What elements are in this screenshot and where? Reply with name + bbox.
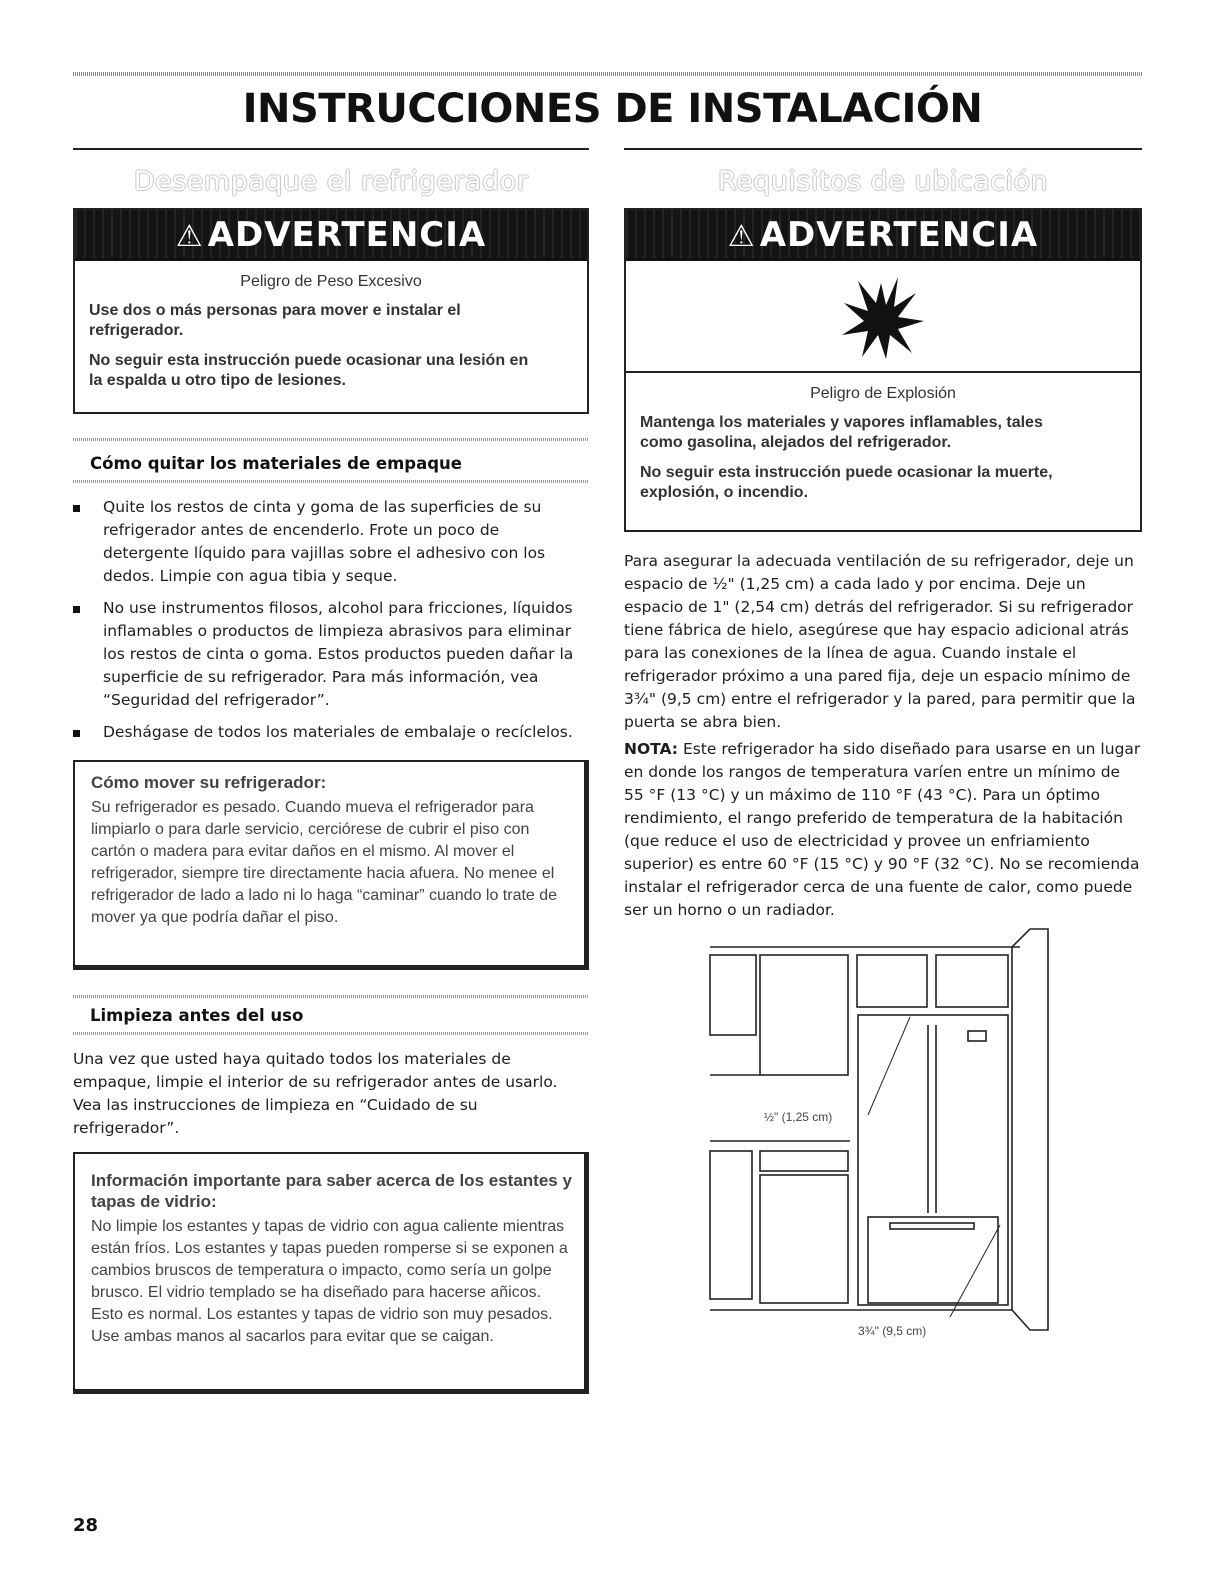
bullet-icon [73, 505, 80, 512]
moving-info-text: Su refrigerador es pesado. Cuando mueva el refrigerador para limpiarlo o para darle servicio, cerciórese de cubrir el piso con cartón o madera para evitar daños en el mismo. Al mover el refrigerador, siempre tire directamente hacia afuera. No menee el refrigerador de lado a lado ni lo haga “caminar” cuando lo trate de mover ya que podría dañar el piso. [91, 799, 558, 926]
remove-materials-heading: Cómo quitar los materiales de empaque [90, 454, 462, 473]
weight-warning-box [73, 208, 589, 414]
warning-banner-label: ADVERTENCIA [759, 215, 1039, 255]
warning-consequence: No seguir esta instrucción puede ocasionar una lesión en la espalda u otro tipo de lesiones. [89, 352, 529, 389]
warning-triangle-icon: ⚠ [175, 219, 204, 254]
sub-rule [73, 995, 589, 998]
warning-banner-label: ADVERTENCIA [207, 215, 487, 255]
list-item: Deshágase de todos los materiales de embalaje o recíclelos. [73, 721, 589, 744]
right-section-title: Requisitos de ubicación [717, 166, 1049, 197]
sub-rule [73, 480, 589, 483]
page-number: 28 [73, 1515, 99, 1536]
list-item: Quite los restos de cinta y goma de las superficies de su refrigerador antes de encenderlo. Frote un poco de detergente líquido para vajillas sobre el adhesivo con los dedos. Limpie con agua tibia y seque. [73, 496, 589, 588]
cleaning-text: Una vez que usted haya quitado todos los materiales de empaque, limpie el interior de su refrigerador antes de usarlo. Vea las instrucciones de limpieza en “Cuidado de su refrigerador”. [73, 1050, 558, 1137]
explosion-icon [836, 273, 926, 363]
sub-rule [73, 1032, 589, 1035]
cabinet-over-fridge-2 [936, 955, 1008, 1007]
drawer-handle [890, 1223, 974, 1229]
note-label: NOTA: [624, 740, 679, 758]
cabinet-left-upper [710, 955, 756, 1035]
warning-consequence: No seguir esta instrucción puede ocasionar la muerte, explosión, o incendio. [640, 464, 1053, 501]
glass-info-box [73, 1152, 589, 1394]
half-inch-clearance-label: ½" (1,25 cm) [764, 1110, 833, 1124]
wall-panel [1012, 929, 1048, 1330]
refrigerator-body [858, 1015, 1008, 1305]
dispenser-icon [968, 1031, 986, 1041]
remove-materials-list [73, 496, 589, 753]
location-paragraph: Para asegurar la adecuada ventilación de su refrigerador, deje un espacio de ½" (1,25 cm) a cada lado y por encima. Deje un espacio de 1" (2,54 cm) detrás del refrigerador. Si su refrigerador tiene fábrica de hielo, asegúrese que hay espacio adicional atrás para las conexiones de la línea de agua. Cuando instale el refrigerador próximo a una pared fija, deje un espacio mínimo de 3¾" (9,5 cm) entre el refrigerador y la pared, para permitir que la puerta se abra bien. [624, 552, 1136, 731]
warning-instruction: Use dos o más personas para mover e instalar el refrigerador. [89, 302, 461, 339]
moving-info-title: Cómo mover su refrigerador: [91, 773, 327, 792]
list-item: No use instrumentos filosos, alcohol para fricciones, líquidos inflamables o productos de limpieza abrasivos para eliminar los restos de cinta o goma. Estos productos pueden dañar la superficie de su refrigerador. Para más información, vea “Seguridad del refrigerador”. [73, 597, 589, 712]
glass-info-text: No limpie los estantes y tapas de vidrio con agua caliente mientras están fríos. Los estantes y tapas pueden romperse si se exponen a cambios bruscos de temperatura o impacto, como sería un golpe brusco. El vidrio templado se ha diseñado para hacerse añicos. Esto es normal. Los estantes y tapas de vidrio son muy pesados. Use ambas manos al sacarlos para evitar que se caigan. [91, 1218, 568, 1345]
note-text: Este refrigerador ha sido diseñado para usarse en un lugar en donde los rangos de temperatura varíen entre un mínimo de 55 °F (13 °C) y un máximo de 110 °F (43 °C). Para un óptimo rendimiento, el rango preferido de temperatura de la habitación (que reduce el uso de electricidad y provee un enfriamiento superior) es entre 60 °F (15 °C) y 90 °F (32 °C). No se recomienda instalar el refrigerador cerca de una fuente de calor, como puede ser un horno o un radiador. [624, 740, 1141, 919]
hazard-title: Peligro de Explosión [810, 385, 956, 402]
cabinet-over-fridge-1 [857, 955, 927, 1007]
sub-rule [73, 438, 589, 441]
page-title: INSTRUCCIONES DE INSTALACIÓN [242, 86, 983, 132]
three-quarter-clearance-label: 3¾" (9,5 cm) [858, 1324, 927, 1338]
left-column-rule [73, 148, 589, 150]
cleaning-heading: Limpieza antes del uso [90, 1006, 304, 1025]
explosion-warning-box [624, 208, 1142, 532]
warning-banner [626, 210, 1140, 261]
bullet-icon [73, 730, 80, 737]
warning-body [626, 385, 1140, 503]
warning-body [75, 273, 587, 391]
warning-triangle-icon: ⚠ [727, 219, 756, 254]
left-section-title: Desempaque el refrigerador [133, 166, 529, 197]
bullet-icon [73, 606, 80, 613]
clearance-diagram [700, 925, 1060, 1345]
moving-info-box [73, 760, 589, 970]
explosion-icon-panel [626, 261, 1140, 373]
warning-banner [75, 210, 587, 261]
note-paragraph [624, 738, 1142, 922]
top-rule [73, 72, 1143, 76]
glass-info-title: Información importante para saber acerca de los estantes y tapas de vidrio: [91, 1171, 572, 1211]
cabinet-upper-door [760, 955, 848, 1075]
hazard-title: Peligro de Peso Excesivo [240, 273, 422, 290]
right-column-rule [624, 148, 1142, 150]
warning-instruction: Mantenga los materiales y vapores inflamables, tales como gasolina, alejados del refrigerador. [640, 414, 1043, 451]
